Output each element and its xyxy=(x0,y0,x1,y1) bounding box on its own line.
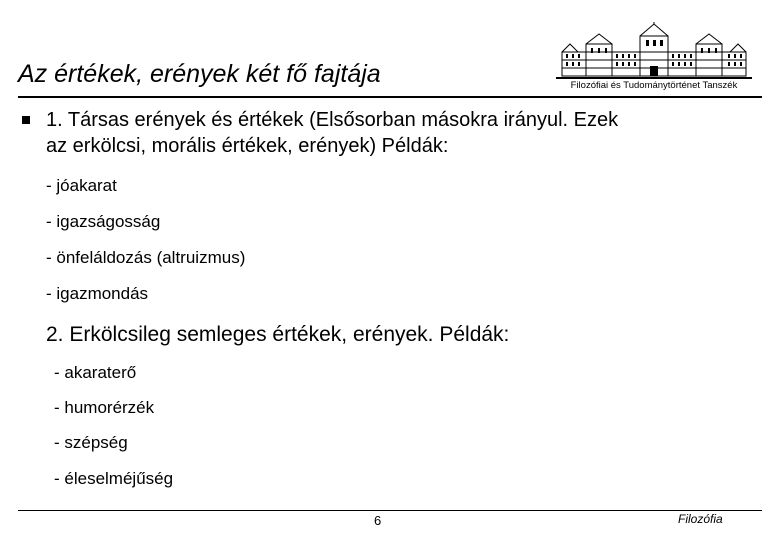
page-number: 6 xyxy=(374,513,382,528)
item1-line1: 1. Társas erények és értékek (Elsősorban másokra irányul. Ezek xyxy=(46,109,619,131)
item2-example: - humorérzék xyxy=(54,398,155,417)
header-rule xyxy=(18,96,762,98)
item1-line2: az erkölcsi, morális értékek, erények) Példák: xyxy=(46,135,449,157)
slide-title: Az értékek, erények két fő fajtája xyxy=(18,60,381,88)
footer-label: Filozófia xyxy=(678,512,723,526)
item1-example: - igazságosság xyxy=(46,212,161,231)
item2-example: - éleselméjűség xyxy=(54,469,174,488)
item2-example: - akaraterő xyxy=(54,363,137,382)
item1-example: - igazmondás xyxy=(46,284,149,303)
item2-line1: 2. Erkölcsileg semleges értékek, erények. Példák: xyxy=(46,323,510,346)
item1-example: - önfeláldozás (altruizmus) xyxy=(46,248,246,267)
logo-caption: Filozófiai és Tudománytörténet Tanszék xyxy=(570,80,738,91)
university-building-icon xyxy=(556,22,752,80)
item1-example: - jóakarat xyxy=(46,176,117,195)
university-logo xyxy=(556,22,752,94)
footer-rule xyxy=(18,510,762,511)
square-bullet-icon xyxy=(22,116,30,124)
item2-example: - szépség xyxy=(54,433,128,452)
